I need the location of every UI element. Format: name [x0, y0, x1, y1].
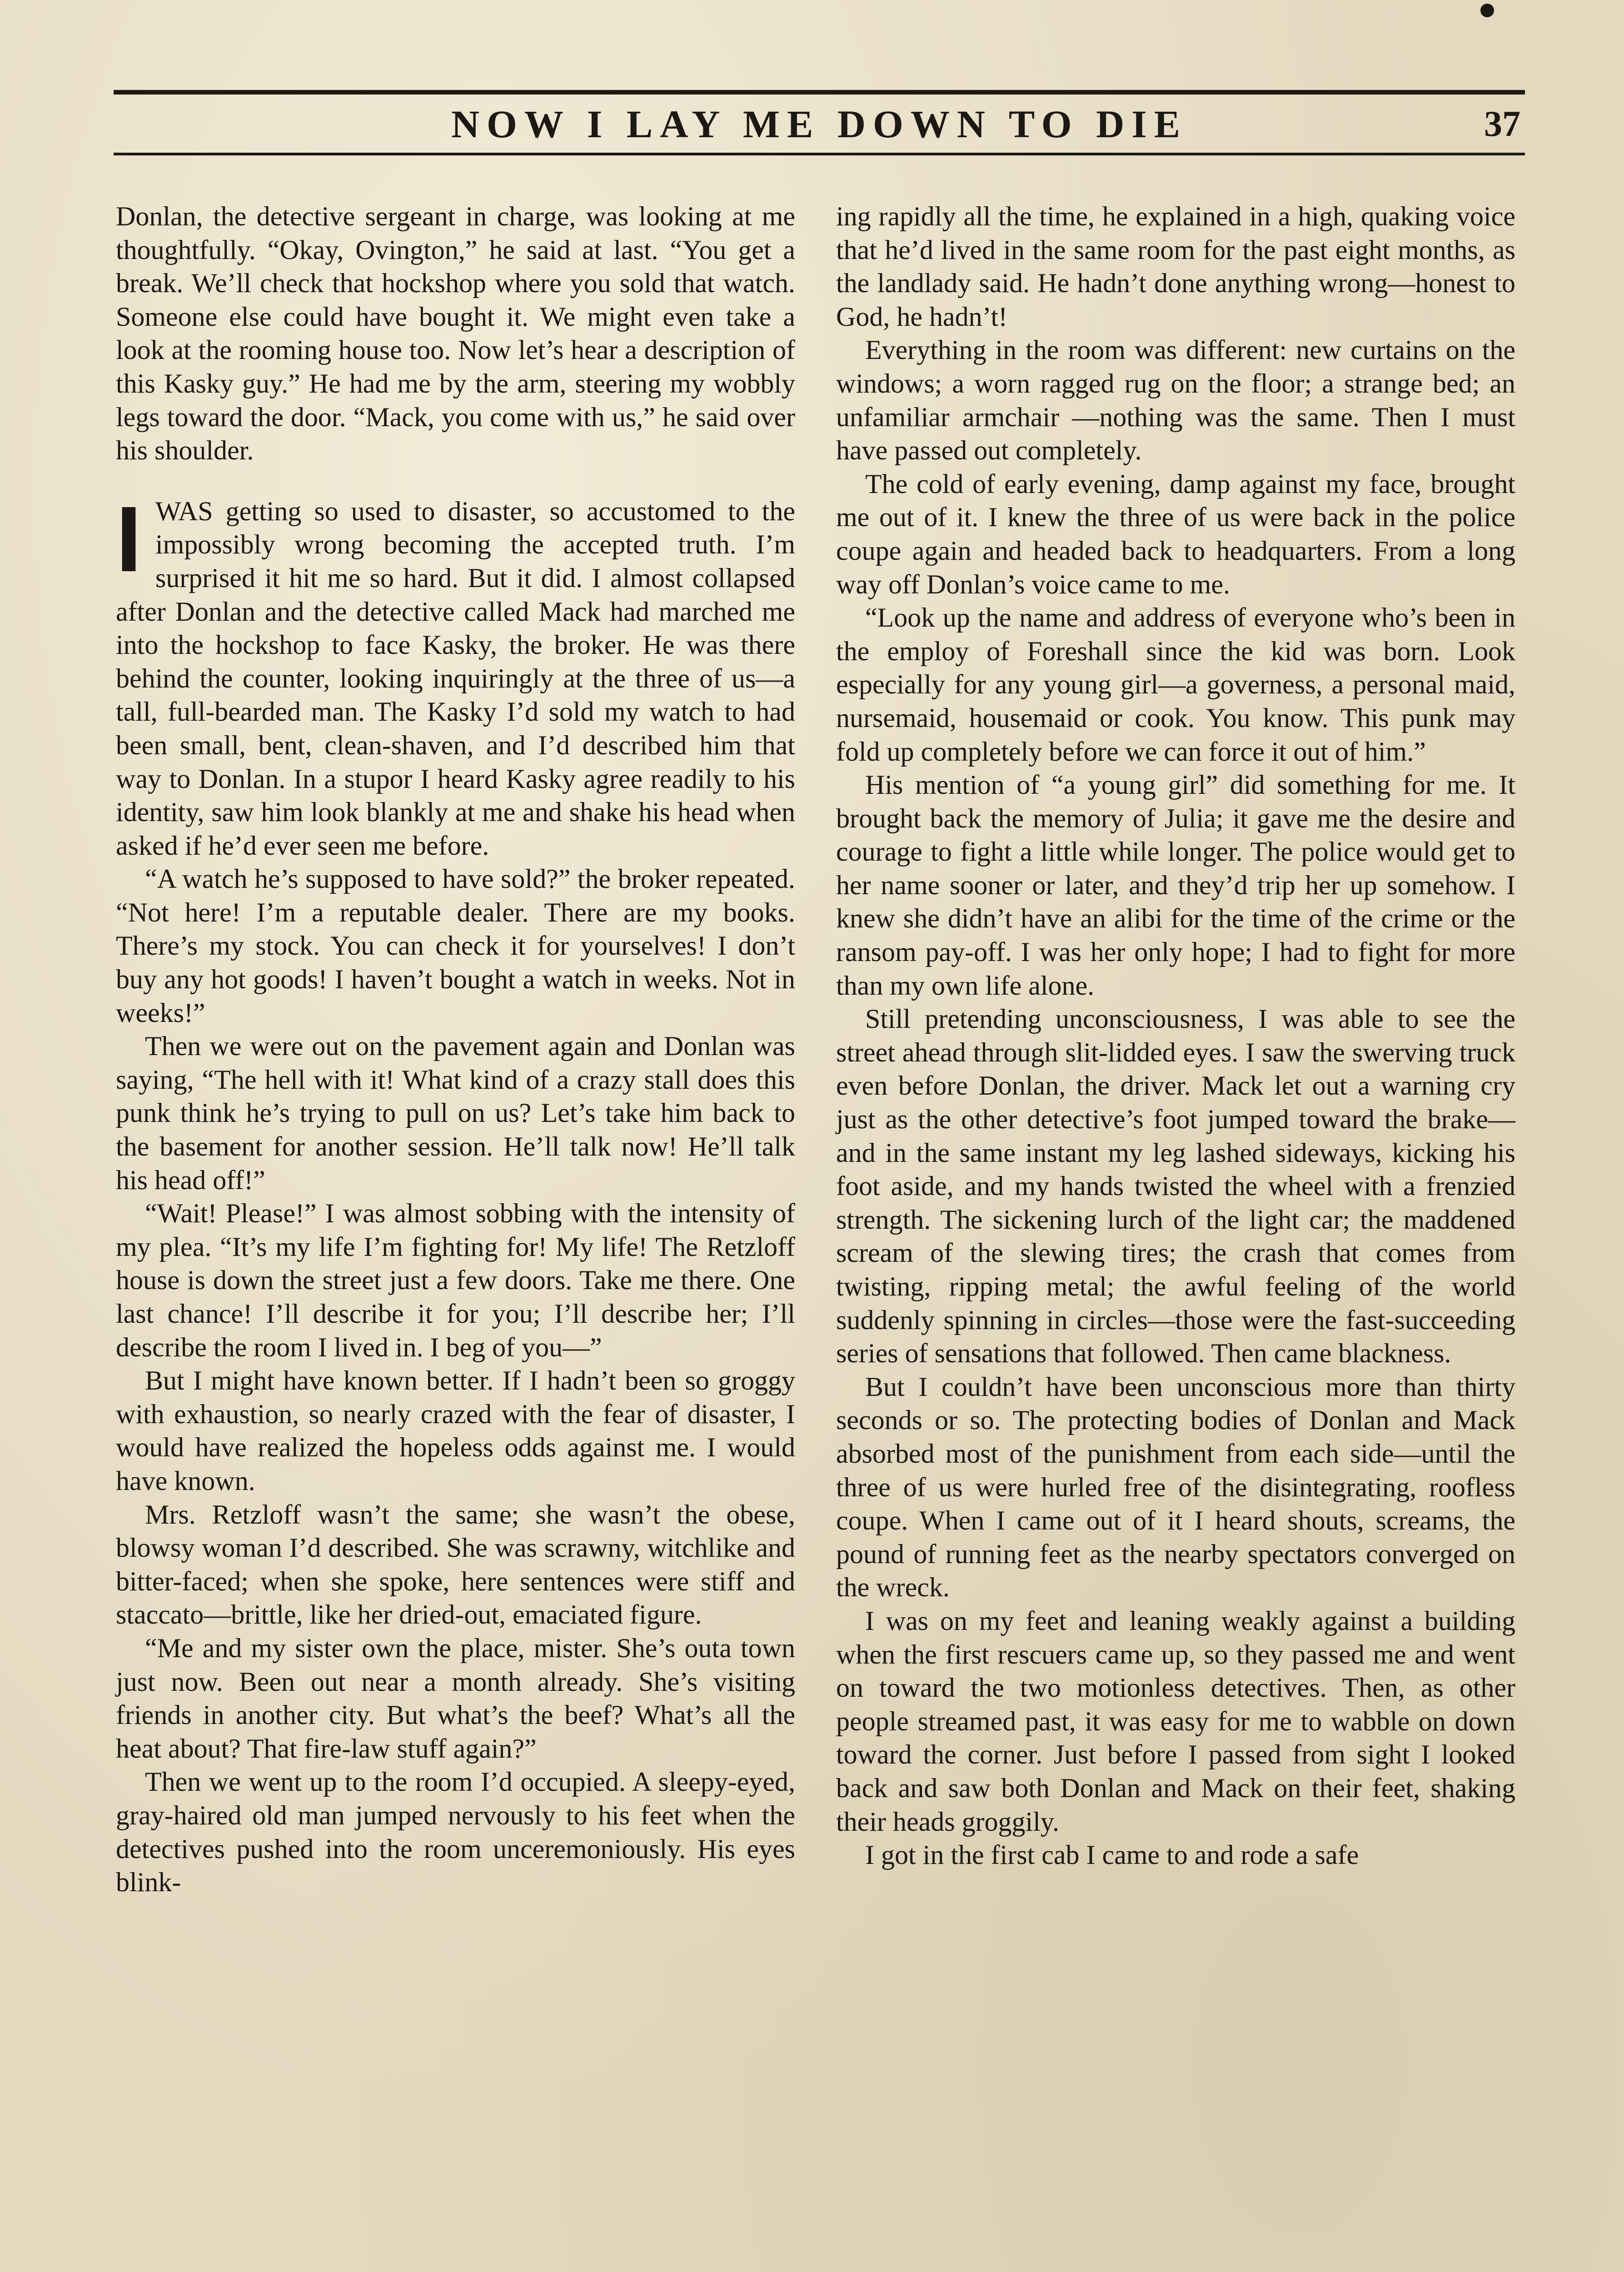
paragraph: Then we went up to the room I’d occupied. A sleepy-eyed, gray-haired old man jumped nervously to his feet when the detectives pushed into the room unceremoniously. His eyes blink-: [116, 1767, 795, 1898]
drop-cap: I: [116, 487, 142, 591]
page-number: 37: [1484, 104, 1520, 144]
paragraph-rest: so accustomed to the impossibly wrong becoming the accepted truth. I’m surprised it hit me so hard. But it did. I almost collapsed after Donlan and the detective called Mack had marched me into the hockshop to face Kasky, the broker. He was there behind the counter, looking inquiringly at the three of us—a tall, full-bearded man. The Kasky I’d sold my watch to had been small, bent, clean-shaven, and I’d described him that way to Donlan. In a stupor I heard Kasky agree readily to his identity, saw him look blankly at me and shake his head when asked if he’d ever seen me before.: [116, 496, 795, 861]
running-title: NOW I LAY ME DOWN TO DIE: [451, 102, 1188, 146]
paragraph: Still pretending unconsciousness, I was able to see the street ahead through slit-lidded eyes. I saw the swerving truck even before Donlan, the driver. Mack let out a warning cry just as the other detective’s foot jumped toward the brake—and in the same instant my leg lashed sideways, kicking his foot aside, and my hands twisted the wheel with a frenzied strength. The sickening lurch of the light car; the maddened scream of the slewing tires; the crash that comes from twisting, ripping metal; the awful feeling of the world suddenly spinning in circles—those were the fast-succeeding series of sensations that followed. Then came blackness.: [836, 1004, 1515, 1369]
header-rule-bottom: [114, 153, 1525, 155]
left-column: [116, 200, 795, 1899]
paragraph: “A watch he’s supposed to have sold?” the broker repeated. “Not here! I’m a reputable dealer. There are my books. There’s my stock. You can check it for yourselves! I don’t buy any hot goods! I haven’t bought a watch in weeks. Not in weeks!”: [116, 864, 795, 1028]
paragraph: The cold of early evening, damp against my face, brought me out of it. I knew the three of us were back in the police coupe again and headed back to headquarters. From a long way off Donlan’s voice came to me.: [836, 468, 1515, 599]
paragraph: Donlan, the detective sergeant in charge, was looking at me thoughtfully. “Okay, Ovington,” he said at last. “You get a break. We’ll check that hockshop where you sold that watch. Someone else could have bought it. We might even take a look at the rooming house too. Now let’s hear a description of this Kasky guy.” He had me by the arm, steering my wobbly legs toward the door. “Mack, you come with us,” he said over his shoulder.: [116, 201, 795, 466]
paragraph: But I couldn’t have been unconscious more than thirty seconds or so. The protecting bodies of Donlan and Mack absorbed most of the punishment from each side—until the three of us were hurled free of the disintegrating, roofless coupe. When I came out of it I heard shouts, screams, the pound of running feet as the nearby spectators converged on the wreck.: [836, 1371, 1515, 1603]
paragraph: ing rapidly all the time, he explained in a high, quaking voice that he’d lived in the same room for the past eight months, as the landlady said. He hadn’t done anything wrong—honest to God, he hadn’t!: [836, 201, 1515, 332]
paragraph: “Me and my sister own the place, mister. She’s outa town just now. Been out near a month already. She’s visiting friends in another city. But what’s the beef? What’s all the heat about? That fire-law stuff again?”: [116, 1633, 795, 1764]
paragraph: But I might have known better. If I hadn’t been so groggy with exhaustion, so nearly crazed with the fear of disaster, I would have realized the hopeless odds against me. I would have known.: [116, 1365, 795, 1496]
right-column: [836, 200, 1515, 1872]
paragraph: Everything in the room was different: new curtains on the windows; a worn ragged rug on the floor; a strange bed; an unfamiliar armchair —nothing was the same. Then I must have passed out completely.: [836, 335, 1515, 466]
ink-dot: [1480, 4, 1494, 17]
paragraph: I got in the first cab I came to and rode a safe: [865, 1840, 1359, 1870]
paragraph: “Wait! Please!” I was almost sobbing with the intensity of my plea. “It’s my life I’m fighting for! My life! The Retzloff house is down the street just a few doors. Take me there. One last chance! I’ll describe it for you; I’ll describe her; I’ll describe the room I lived in. I beg of you—”: [116, 1198, 795, 1362]
lead-in: WAS getting so used to disaster,: [155, 496, 537, 526]
paragraph: Mrs. Retzloff wasn’t the same; she wasn’t the obese, blowsy woman I’d described. She was scrawny, witchlike and bitter-faced; when she spoke, here sentences were stiff and staccato—brittle, like her dried-out, emaciated figure.: [116, 1499, 795, 1630]
header-rule-top: [114, 90, 1525, 95]
paragraph: I was on my feet and leaning weakly against a building when the first rescuers came up, so they passed me and went on toward the two motionless detectives. Then, as other people streamed past, it was easy for me to wabble on down toward the corner. Just before I passed from sight I looked back and saw both Donlan and Mack on their feet, shaking their heads groggily.: [836, 1605, 1515, 1837]
paragraph: “Look up the name and address of everyone who’s been in the employ of Foreshall since the kid was born. Look especially for any young girl—a governess, a personal maid, nursemaid, housemaid or cook. You know. This punk may fold up completely before we can force it out of him.”: [836, 603, 1515, 767]
paragraph: Then we were out on the pavement again and Donlan was saying, “The hell with it! What kind of a crazy stall does this punk think he’s trying to pull on us? Let’s take him back to the basement for another session. He’ll talk now! He’ll talk his head off!”: [116, 1031, 795, 1195]
section-start-paragraph: [116, 487, 795, 863]
running-head: [114, 99, 1525, 149]
paragraph: His mention of “a young girl” did something for me. It brought back the memory of Julia; it gave me the desire and courage to fight a little while longer. The police would get to her name sooner or later, and they’d trip her up somehow. I knew she didn’t have an alibi for the time of the crime or the ransom pay-off. I was her only hope; I had to fight for more than my own life alone.: [836, 770, 1515, 1001]
